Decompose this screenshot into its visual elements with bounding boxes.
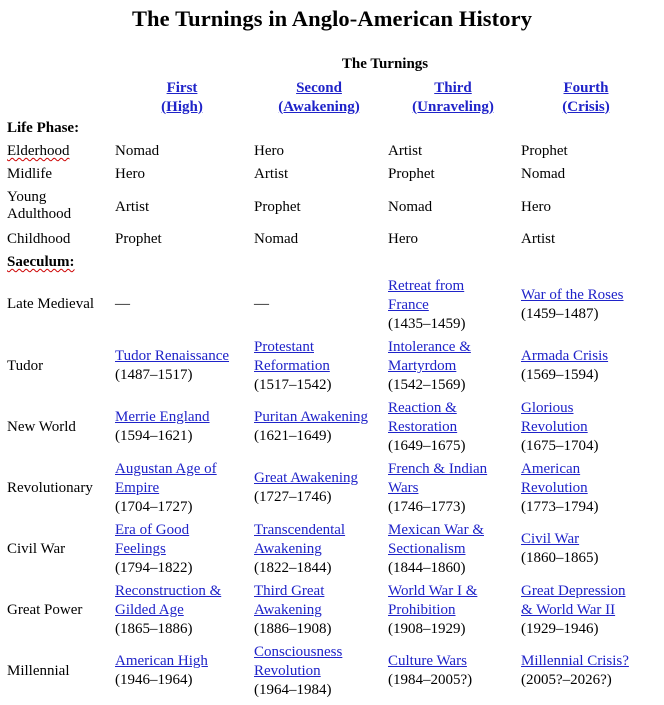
turning-years: (1929–1946)	[521, 621, 599, 637]
turning-years: (1746–1773)	[388, 499, 466, 515]
row-label-midlife: Midlife	[7, 166, 52, 182]
saeculum-cell[interactable]	[521, 530, 599, 568]
turning-link[interactable]: Retreat from	[388, 278, 465, 294]
life-phase-cell: Artist	[388, 143, 423, 159]
section-label-saeculum-text: Saeculum:	[7, 254, 75, 270]
turning-link[interactable]: Merrie England	[115, 409, 210, 425]
turning-years: (2005?–2026?)	[521, 672, 612, 688]
turning-link[interactable]: Era of Good	[115, 522, 190, 538]
row-label-elderhood-text: Elderhood	[7, 143, 70, 159]
turning-years: (1908–1929)	[388, 621, 466, 637]
turning-years: (1964–1984)	[254, 682, 332, 698]
life-phase-cell: Hero	[115, 166, 145, 182]
life-phase-cell: Prophet	[115, 231, 162, 247]
turning-years: (1844–1860)	[388, 560, 466, 576]
saeculum-cell[interactable]	[254, 408, 368, 446]
saeculum-cell[interactable]	[254, 338, 332, 395]
life-phase-cell: Artist	[254, 166, 289, 182]
turning-link[interactable]: Reformation	[254, 358, 330, 374]
turnings-header: The Turnings	[341, 56, 429, 72]
row-label-elderhood	[7, 143, 69, 160]
column-header-third-name[interactable]: Third	[434, 80, 472, 96]
life-phase-cell: Nomad	[115, 143, 160, 159]
life-phase-cell: Hero	[254, 143, 284, 159]
column-header-fourth[interactable]	[541, 79, 631, 116]
saeculum-cell[interactable]	[115, 460, 217, 517]
row-label-young-adulthood	[7, 189, 71, 223]
turning-link[interactable]: Tudor Renaissance	[115, 348, 230, 364]
turning-link[interactable]: Revolution	[521, 480, 588, 496]
turning-link[interactable]: Revolution	[254, 663, 321, 679]
saeculum-cell[interactable]	[254, 582, 332, 639]
saeculum-cell[interactable]	[388, 582, 477, 639]
saeculum-cell-empty: —	[115, 296, 130, 312]
saeculum-cell[interactable]	[521, 286, 624, 324]
turning-link[interactable]: Culture Wars	[388, 653, 467, 669]
page-title: The Turnings in Anglo-American History	[131, 6, 533, 31]
turning-years: (1886–1908)	[254, 621, 332, 637]
row-label-civil-war: Civil War	[7, 541, 66, 557]
column-header-third[interactable]	[398, 79, 508, 116]
column-header-second[interactable]	[264, 79, 374, 116]
turning-link[interactable]: Great Awakening	[254, 470, 359, 486]
row-label-tudor: Tudor	[7, 358, 44, 374]
turning-link[interactable]: Puritan Awakening	[254, 409, 369, 425]
column-header-second-sub[interactable]: (Awakening)	[278, 98, 360, 115]
life-phase-cell: Artist	[115, 199, 150, 215]
turning-link[interactable]: Civil War	[521, 531, 580, 547]
row-label-millennial: Millennial	[7, 663, 70, 679]
saeculum-cell[interactable]	[115, 408, 210, 446]
turning-link[interactable]: Wars	[388, 480, 419, 496]
saeculum-cell[interactable]	[388, 652, 472, 690]
column-header-fourth-name[interactable]: Fourth	[563, 80, 609, 96]
saeculum-cell[interactable]	[115, 521, 193, 578]
turning-years: (1865–1886)	[115, 621, 193, 637]
turning-link[interactable]: French & Indian	[388, 461, 488, 477]
section-label-life-phase: Life Phase:	[7, 120, 80, 136]
column-header-first-sub[interactable]: (High)	[161, 98, 203, 115]
life-phase-cell: Artist	[521, 231, 556, 247]
turning-years: (1594–1621)	[115, 428, 193, 444]
saeculum-cell[interactable]	[388, 521, 484, 578]
column-header-first-name[interactable]: First	[166, 80, 198, 96]
turning-link[interactable]: American	[521, 461, 581, 477]
life-phase-cell: Hero	[521, 199, 551, 215]
turning-link[interactable]: Transcendental	[254, 522, 346, 538]
turning-years: (1435–1459)	[388, 316, 466, 332]
saeculum-cell[interactable]	[115, 582, 221, 639]
turning-link[interactable]: Millennial Crisis?	[521, 653, 629, 669]
turning-years: (1860–1865)	[521, 550, 599, 566]
turning-years: (1946–1964)	[115, 672, 193, 688]
turning-years: (1773–1794)	[521, 499, 599, 515]
row-label-young-adulthood-line1: Young	[7, 189, 47, 205]
turning-link[interactable]: Augustan Age of	[115, 461, 217, 477]
saeculum-cell[interactable]	[521, 347, 608, 385]
turning-link[interactable]: Prohibition	[388, 602, 456, 618]
column-header-fourth-sub[interactable]: (Crisis)	[562, 98, 610, 115]
turning-years: (1675–1704)	[521, 438, 599, 454]
column-header-third-sub[interactable]: (Unraveling)	[412, 98, 494, 115]
turning-link[interactable]: World War I &	[388, 583, 478, 599]
turning-years: (1984–2005?)	[388, 672, 473, 688]
turning-link[interactable]: Empire	[115, 480, 160, 496]
column-header-first[interactable]	[137, 79, 227, 116]
saeculum-cell[interactable]	[388, 338, 471, 395]
turning-years: (1822–1844)	[254, 560, 332, 576]
saeculum-cell[interactable]	[254, 469, 358, 507]
turning-link[interactable]: Consciousness	[254, 644, 343, 660]
saeculum-cell[interactable]	[521, 582, 626, 639]
turning-link[interactable]: Restoration	[388, 419, 458, 435]
turning-link[interactable]: & World War II	[521, 602, 616, 618]
turning-years: (1621–1649)	[254, 428, 332, 444]
turning-years: (1487–1517)	[115, 367, 193, 383]
turning-years: (1794–1822)	[115, 560, 193, 576]
saeculum-cell[interactable]	[521, 399, 599, 456]
turning-link[interactable]: Awakening	[254, 541, 322, 557]
turning-link[interactable]: France	[388, 297, 429, 313]
row-label-late-medieval: Late Medieval	[7, 296, 95, 312]
turning-years: (1649–1675)	[388, 438, 466, 454]
turning-link[interactable]: Reconstruction &	[115, 583, 222, 599]
turning-link[interactable]: Glorious	[521, 400, 574, 416]
turning-years: (1542–1569)	[388, 377, 466, 393]
turning-link[interactable]: Armada Crisis	[521, 348, 609, 364]
turning-link[interactable]: Reaction &	[388, 400, 457, 416]
row-label-great-power: Great Power	[7, 602, 83, 618]
row-label-new-world: New World	[7, 419, 76, 435]
turning-link[interactable]: Great Depression	[521, 583, 626, 599]
saeculum-cell[interactable]	[254, 521, 345, 578]
turning-link[interactable]: Third Great	[254, 583, 325, 599]
row-label-young-adulthood-line2: Adulthood	[7, 206, 72, 222]
saeculum-cell[interactable]	[115, 347, 229, 385]
life-phase-cell: Nomad	[388, 199, 433, 215]
saeculum-cell[interactable]	[521, 652, 629, 690]
saeculum-cell[interactable]	[388, 399, 466, 456]
turning-years: (1727–1746)	[254, 489, 332, 505]
saeculum-cell[interactable]	[254, 643, 342, 700]
column-header-second-name[interactable]: Second	[296, 80, 342, 96]
turning-years: (1704–1727)	[115, 499, 193, 515]
turning-years: (1517–1542)	[254, 377, 332, 393]
life-phase-cell: Prophet	[521, 143, 568, 159]
turning-link[interactable]: Mexican War &	[388, 522, 484, 538]
turning-link[interactable]: Awakening	[254, 602, 322, 618]
turning-link[interactable]: American High	[115, 653, 208, 669]
life-phase-cell: Nomad	[521, 166, 566, 182]
section-label-saeculum	[7, 254, 75, 271]
saeculum-cell[interactable]	[521, 460, 599, 517]
life-phase-cell: Prophet	[254, 199, 301, 215]
turning-link[interactable]: Sectionalism	[388, 541, 466, 557]
saeculum-cell[interactable]	[388, 277, 466, 334]
turning-link[interactable]: Revolution	[521, 419, 588, 435]
row-label-childhood: Childhood	[7, 231, 71, 247]
turning-years: (1569–1594)	[521, 367, 599, 383]
turning-years: (1459–1487)	[521, 306, 599, 322]
turning-link[interactable]: Gilded Age	[115, 602, 184, 618]
life-phase-cell: Nomad	[254, 231, 299, 247]
turning-link[interactable]: Protestant	[254, 339, 314, 355]
turning-link[interactable]: Intolerance &	[388, 339, 471, 355]
life-phase-cell: Hero	[388, 231, 418, 247]
life-phase-cell: Prophet	[388, 166, 435, 182]
turning-link[interactable]: War of the Roses	[521, 287, 624, 303]
turning-link[interactable]: Martyrdom	[388, 358, 457, 374]
row-label-revolutionary: Revolutionary	[7, 480, 93, 496]
saeculum-cell[interactable]	[388, 460, 487, 517]
saeculum-cell-empty: —	[254, 296, 269, 312]
saeculum-cell[interactable]	[115, 652, 208, 690]
turning-link[interactable]: Feelings	[115, 541, 166, 557]
